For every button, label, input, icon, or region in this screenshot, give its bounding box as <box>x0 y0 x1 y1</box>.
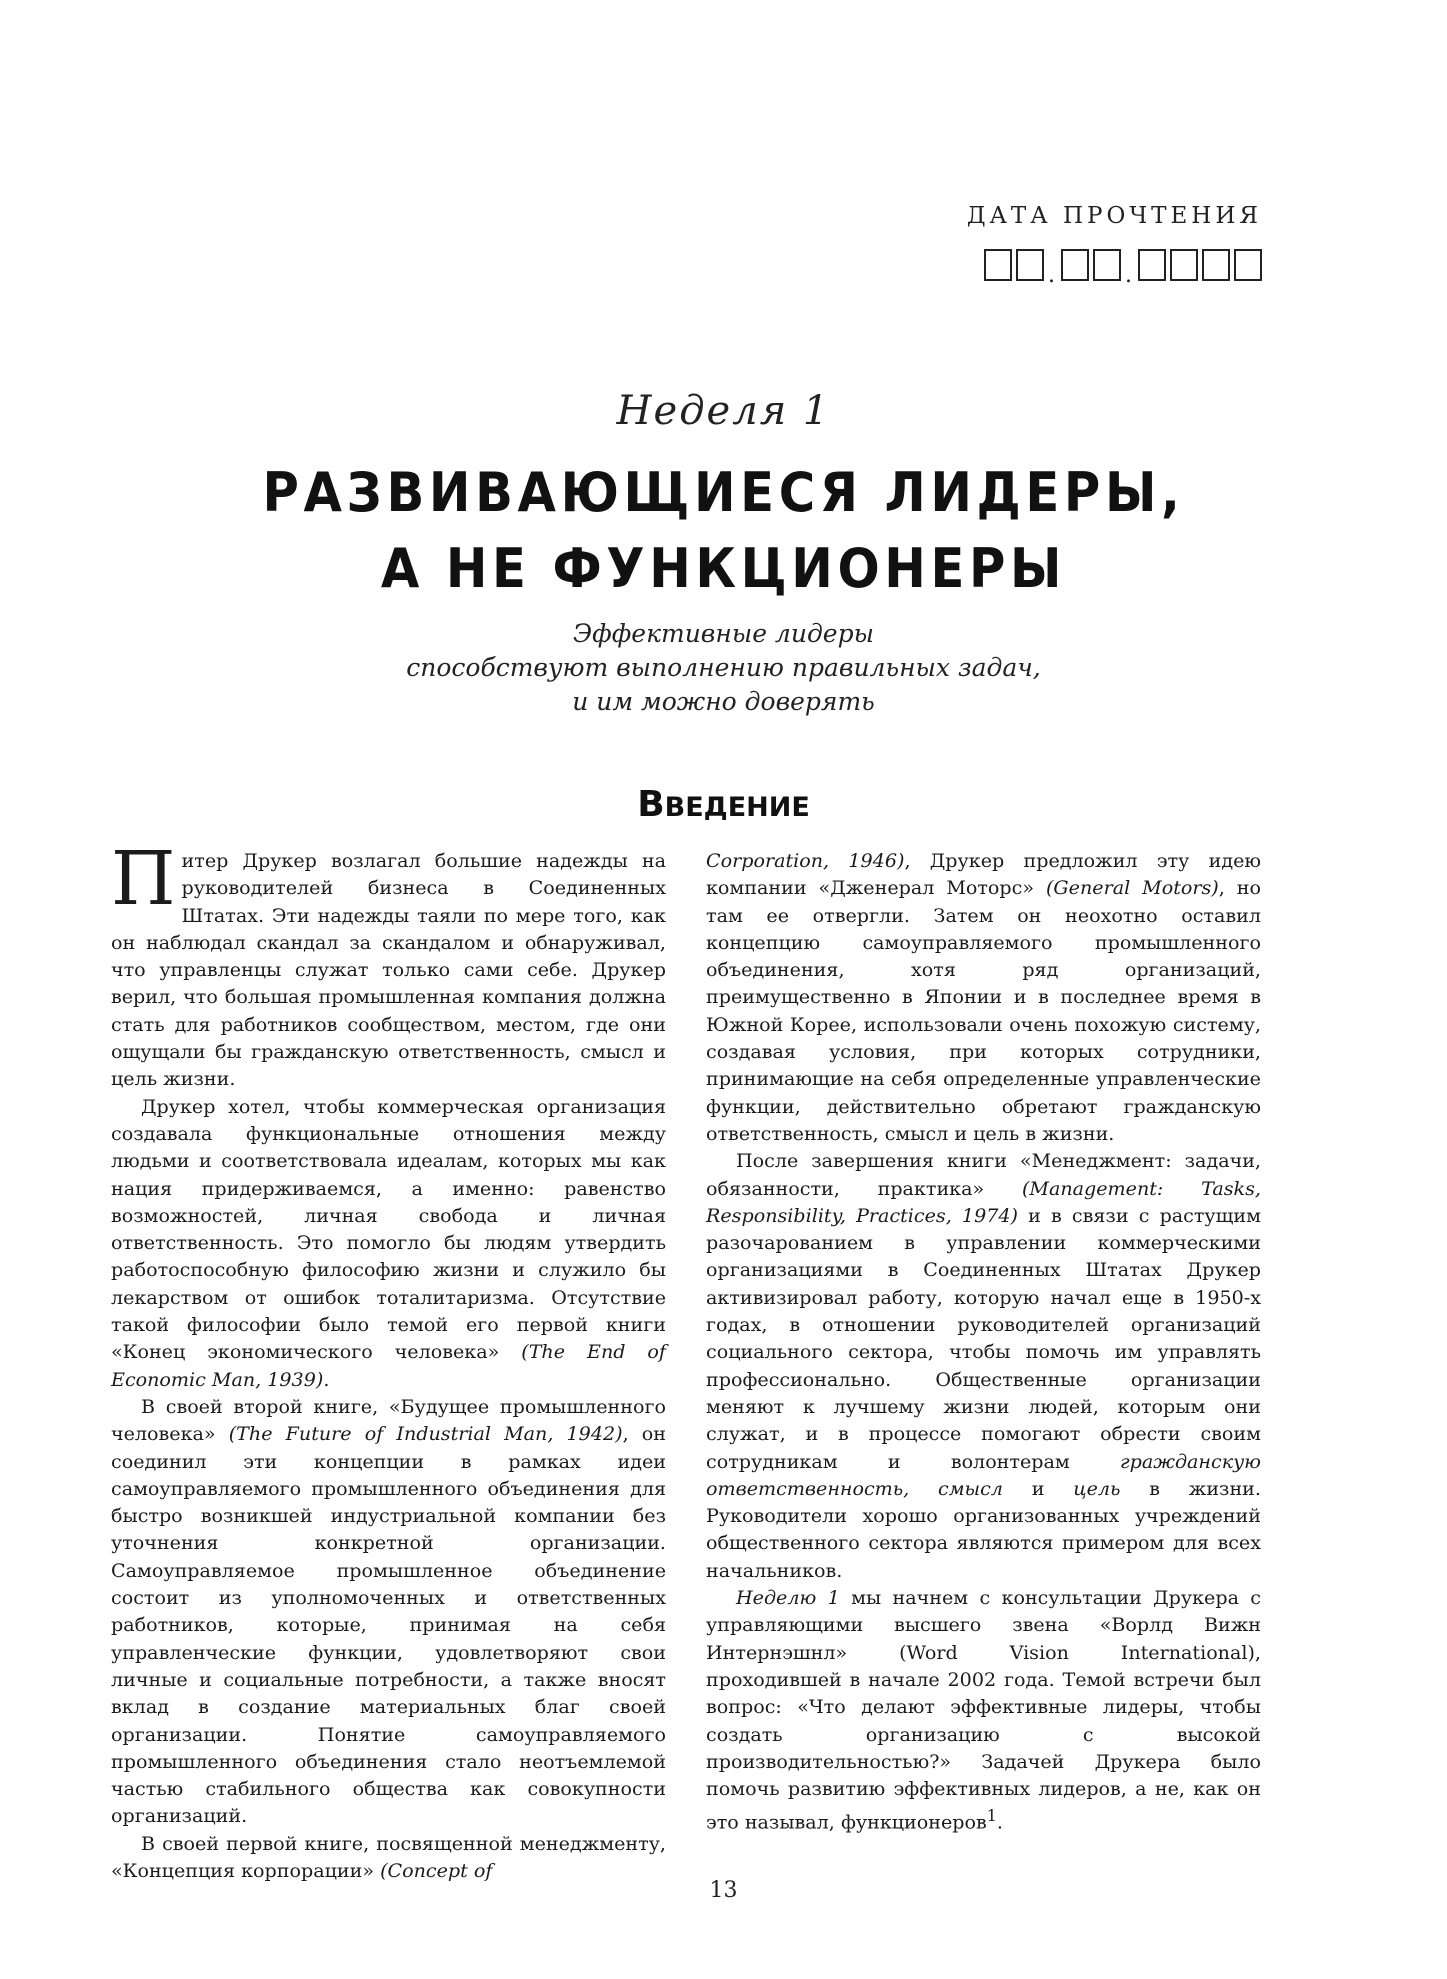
paragraph <box>706 847 1261 1147</box>
paragraph <box>111 1093 666 1393</box>
paragraph-text: Друкер хотел, чтобы коммерческая организация создавала функциональные отношения между людьми и соответствовала идеалам, которых мы как нация придерживаемся, а именно: равенство возможностей, личная свобода и личная ответственность. Это помогло бы людям утвердить работоспособную философию жизни и служило бы лекарством от ошибок тоталитаризма. Отсутствие такой философии было темой его первой книги «Конец экономического человека» <box>111 1094 666 1364</box>
paragraph-text: В своей второй книге, «Будущее промышленного человека» <box>111 1394 666 1446</box>
subtitle-line-3: и им можно доверять <box>572 687 875 716</box>
chapter-title <box>58 455 1389 607</box>
section-heading-initial: В <box>637 784 665 825</box>
day-box <box>1016 249 1044 281</box>
year-box <box>1138 249 1166 281</box>
paragraph-text: и в связи с растущим разочарованием в управлении коммерческими организациями в Соединенных Штатах Друкер активизировал работу, которую начал еще в 1950-х годах, в отношении руководителей организаций социального сектора, чтобы помочь им управлять профессионально. Общественные организации меняют к лучшему жизни людей, которым они служат, и в процессе помогают обрести своим сотрудникам и волонтерам <box>706 1203 1261 1473</box>
paragraph-text: итер Друкер возлагал большие надежды на руководителей бизнеса в Соединенных Штатах. Эти надежды таяли по мере того, как он наблюдал скандал за скандалом и обнаруживал, что управленцы служат только сами себе. Друкер верил, что большая промышленная компания должна стать для работников сообществом, местом, где они ощущали бы гражданскую ответственность, смысл и цель жизни. <box>111 849 666 1091</box>
chapter-title-line-1: РАЗВИВАЮЩИЕСЯ ЛИДЕРЫ, <box>262 461 1185 524</box>
year-box <box>1170 249 1198 281</box>
drop-cap: П <box>111 836 176 922</box>
month-box <box>1093 249 1121 281</box>
paragraph-text: в жизни. Руководители хорошо организованных учреждений общественного сектора являются примером для всех начальников. <box>706 1476 1261 1582</box>
paragraph-text: и <box>1002 1476 1074 1500</box>
year-box <box>1234 249 1262 281</box>
paragraph <box>111 836 666 1093</box>
month-box <box>1061 249 1089 281</box>
paragraph <box>706 1584 1261 1836</box>
read-date-block <box>966 203 1262 288</box>
paragraph <box>706 1147 1261 1584</box>
date-separator: . <box>1125 263 1132 288</box>
book-title-italic: (Management: Tasks, Responsibility, Practices, 1974) <box>706 1176 1261 1227</box>
year-box <box>1202 249 1230 281</box>
paragraph-text: После завершения книги «Менеджмент: задачи, обязанности, практика» <box>706 1149 1261 1200</box>
date-entry-boxes <box>967 249 1262 288</box>
paragraph <box>111 1830 666 1885</box>
paragraph-text: . <box>996 1810 1003 1834</box>
emphasis-italic: гражданскую ответственность, смысл <box>706 1449 1261 1500</box>
book-title-italic: Corporation, 1946) <box>706 849 905 872</box>
day-box <box>984 249 1012 281</box>
week-label: Неделя 1 <box>616 388 831 434</box>
section-heading-rest: ВЕДЕНИЕ <box>664 792 810 823</box>
paragraph-text: В своей первой книге, посвященной менеджменту, «Концепция корпорации» <box>111 1831 666 1882</box>
right-column <box>706 847 1261 1836</box>
company-name-italic: (General Motors) <box>1045 876 1219 900</box>
paragraph-text: мы начнем с консультации Друкера с управляющими высшего звена «Ворлд Вижн Интернэшнл» (Word Vision International), проходившей в начале 2002 года. Темой встречи был вопрос: «Что делают эффективные лидеры, чтобы создать организацию с высокой производительностью?» Задачей Друкера было помочь развитию эффективных лидеров, а не, как он это называл, функционеров <box>706 1586 1261 1834</box>
date-separator: . <box>1048 263 1055 288</box>
section-heading <box>0 784 1447 825</box>
read-date-label: ДАТА ПРОЧТЕНИЯ <box>966 203 1262 229</box>
book-title-italic: (Concept of <box>380 1858 493 1882</box>
emphasis-italic: Неделю 1 <box>736 1586 840 1610</box>
footnote-marker[interactable]: 1 <box>986 1806 997 1826</box>
subtitle-line-2: способствуют выполнению правильных задач, <box>406 653 1041 682</box>
subtitle-line-1: Эффективные лидеры <box>573 619 874 648</box>
paragraph-text: , он соединил эти концепции в рамках идеи самоуправляемого промышленного объединения для быстро возникшей индустриальной компании без уточнения конкретной организации. Самоуправляемое промышленное объединение состоит из уполномоченных и ответственных работников, которые, принимая на себя управленческие функции, удовлетворяют свои личные и социальные потребности, а также вносят вклад в создание материальных благ своей организации. Понятие самоуправляемого промышленного объединения стало неотъемлемой частью стабильного общества как совокупности организаций. <box>111 1422 666 1828</box>
paragraph <box>111 1393 666 1830</box>
page-number: 13 <box>709 1878 738 1903</box>
book-title-italic: (The Future of Industrial Man, 1942) <box>228 1422 623 1446</box>
book-title-italic: (The End of Economic Man, 1939) <box>111 1340 666 1391</box>
emphasis-italic: цель <box>1073 1476 1121 1500</box>
chapter-subtitle <box>0 617 1447 719</box>
chapter-title-line-2: А НЕ ФУНКЦИОНЕРЫ <box>380 537 1067 600</box>
paragraph-text: , Друкер предложил эту идею компании «Дженерал Моторс» <box>706 849 1262 900</box>
paragraph-text: , но там ее отвергли. Затем он неохотно оставил концепцию самоуправляемого промышленного объединения, хотя ряд организаций, преимущественно в Японии и в последнее время в Южной Корее, использовали очень похожую систему, создавая условия, при которых сотрудники, принимающие на себя определенные управленческие функции, действительно обретают гражданскую ответственность, смысл и цель в жизни. <box>706 876 1261 1145</box>
left-column <box>111 836 666 1884</box>
paragraph-text: . <box>323 1367 330 1391</box>
